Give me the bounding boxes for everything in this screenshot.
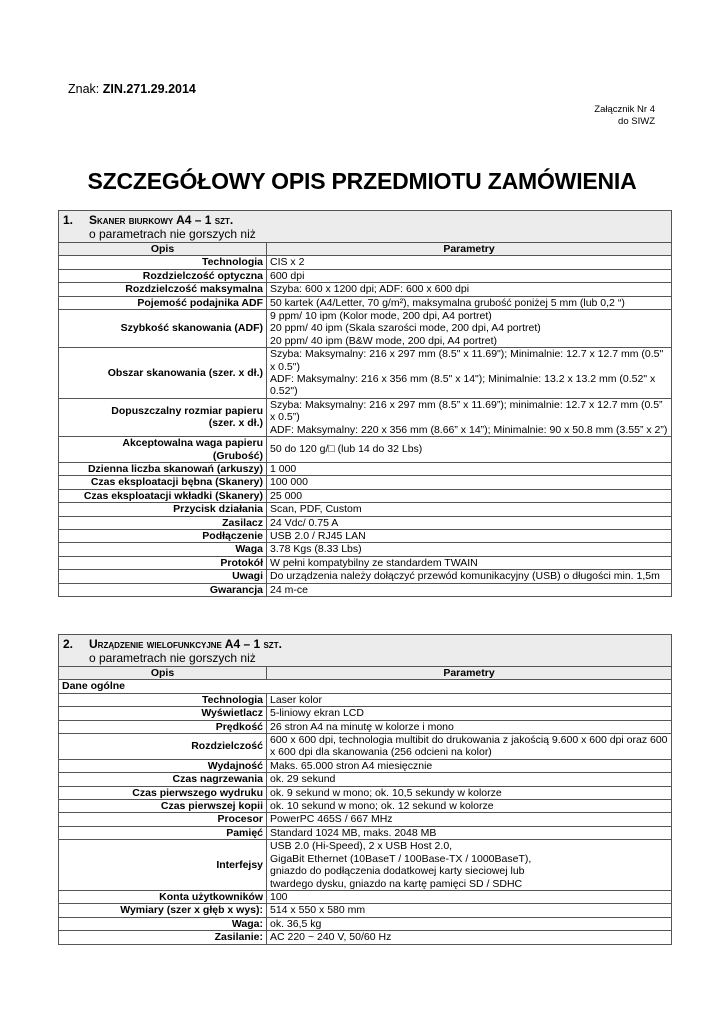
- row-value: Szyba: Maksymalny: 216 x 297 mm (8.5" x 11.69"); Minimalnie: 12.7 x 12.7 mm (0.5" x 0.5") ADF: Maksymalny: 216 x 356 mm (8.5" x 14"); Minimalnie: 13.2 x 13.2 mm (0.52" x 0.52"): [267, 348, 672, 399]
- table-row: [59, 529, 672, 542]
- column-header-row: [59, 243, 672, 256]
- scanner-spec-table: [58, 210, 672, 597]
- section-header: [59, 635, 672, 667]
- section-header-row: [59, 635, 672, 667]
- row-value: 514 x 550 x 580 mm: [267, 904, 672, 917]
- row-label: Wymiary (szer x głęb x wys):: [59, 904, 267, 917]
- row-value: USB 2.0 / RJ45 LAN: [267, 529, 672, 542]
- row-label: Podłączenie: [59, 529, 267, 542]
- row-label: Rozdzielczość maksymalna: [59, 283, 267, 296]
- mfp-spec-table: [58, 634, 672, 945]
- row-value: Laser kolor: [267, 693, 672, 706]
- row-label: Dzienna liczba skanowań (arkuszy): [59, 462, 267, 475]
- row-value: 100 000: [267, 476, 672, 489]
- table-row: [59, 734, 672, 760]
- section-subheading: o parametrach nie gorszych niż: [89, 227, 256, 241]
- table-row: [59, 786, 672, 799]
- row-value: 24 m-ce: [267, 583, 672, 596]
- row-label: Protokół: [59, 556, 267, 569]
- table-row: [59, 296, 672, 309]
- row-value: 9 ppm/ 10 ipm (Kolor mode, 200 dpi, A4 portret) 20 ppm/ 40 ipm (Skala szarości mode, 200 dpi, A4 portret) 20 ppm/ 40 ipm (B&W mode, 200 dpi, A4 portret): [267, 310, 672, 348]
- row-label: Technologia: [59, 693, 267, 706]
- table-row: [59, 476, 672, 489]
- section-heading: Skaner biurkowy A4 – 1 szt.: [89, 213, 234, 227]
- row-label: Gwarancja: [59, 583, 267, 596]
- row-value: 50 kartek (A4/Letter, 70 g/m²), maksymalna grubość poniżej 5 mm (lub 0,2 “): [267, 296, 672, 309]
- section-subheading: o parametrach nie gorszych niż: [89, 651, 256, 665]
- row-label: Obszar skanowania (szer. x dł.): [59, 348, 267, 399]
- section-header-row: [59, 211, 672, 243]
- table-row: [59, 310, 672, 348]
- table-row: [59, 489, 672, 502]
- row-value: 24 Vdc/ 0.75 A: [267, 516, 672, 529]
- section-heading: Urządzenie wielofunkcyjne A4 – 1 szt.: [89, 637, 282, 651]
- row-label: Zasilanie:: [59, 931, 267, 944]
- spec-rows: [59, 693, 672, 944]
- row-label: Przycisk działania: [59, 503, 267, 516]
- row-value: W pełni kompatybilny ze standardem TWAIN: [267, 556, 672, 569]
- row-label: Czas pierwszego wydruku: [59, 786, 267, 799]
- section-header: [59, 211, 672, 243]
- column-header-parametry: Parametry: [267, 243, 672, 256]
- table-row: [59, 462, 672, 475]
- table-row: [59, 840, 672, 891]
- row-value: 25 000: [267, 489, 672, 502]
- row-label: Czas nagrzewania: [59, 773, 267, 786]
- row-value: ok. 10 sekund w mono; ok. 12 sekund w kolorze: [267, 800, 672, 813]
- page-title: SZCZEGÓŁOWY OPIS PRZEDMIOTU ZAMÓWIENIA: [87, 168, 637, 194]
- row-value: USB 2.0 (Hi-Speed), 2 x USB Host 2.0, GigaBit Ethernet (10BaseT / 100Base-TX / 1000BaseT), gniazdo do podłączenia dodatkowej karty sieciowej lub twardego dysku, gniazdo na kartę pamięci SD / SDHC: [267, 840, 672, 891]
- row-value: Standard 1024 MB, maks. 2048 MB: [267, 826, 672, 839]
- row-label: Rozdzielczość optyczna: [59, 269, 267, 282]
- table-row: [59, 693, 672, 706]
- row-label: Rozdzielczość: [59, 734, 267, 760]
- row-label: Pamięć: [59, 826, 267, 839]
- table-row: [59, 826, 672, 839]
- table-row: [59, 759, 672, 772]
- table-row: [59, 917, 672, 930]
- row-label: Czas eksploatacji bębna (Skanery): [59, 476, 267, 489]
- row-value: Maks. 65.000 stron A4 miesięcznie: [267, 759, 672, 772]
- attachment-line-1: Załącznik Nr 4: [594, 104, 655, 115]
- row-label: Pojemość podajnika ADF: [59, 296, 267, 309]
- column-header-opis: Opis: [59, 667, 267, 680]
- row-value: ok. 36,5 kg: [267, 917, 672, 930]
- column-header-row: [59, 667, 672, 680]
- row-value: ok. 9 sekund w mono; ok. 10,5 sekundy w kolorze: [267, 786, 672, 799]
- row-value: 600 dpi: [267, 269, 672, 282]
- table-row: [59, 348, 672, 399]
- row-label: Dopuszczalny rozmiar papieru (szer. x dł.): [59, 398, 267, 436]
- row-value: 26 stron A4 na minutę w kolorze i mono: [267, 720, 672, 733]
- table-row: [59, 283, 672, 296]
- row-label: Prędkość: [59, 720, 267, 733]
- row-label: Wydajność: [59, 759, 267, 772]
- table-row: [59, 800, 672, 813]
- row-label: Szybkość skanowania (ADF): [59, 310, 267, 348]
- table-row: [59, 931, 672, 944]
- group-label: Dane ogólne: [59, 680, 672, 693]
- column-header-opis: Opis: [59, 243, 267, 256]
- row-label: Konta użytkowników: [59, 890, 267, 903]
- table-row: [59, 516, 672, 529]
- column-header-parametry: Parametry: [267, 667, 672, 680]
- row-label: Akceptowalna waga papieru (Grubość): [59, 437, 267, 463]
- row-label: Waga: [59, 543, 267, 556]
- table-row: [59, 398, 672, 436]
- row-value: 100: [267, 890, 672, 903]
- row-value: 3.78 Kgs (8.33 Lbs): [267, 543, 672, 556]
- row-label: Czas eksploatacji wkładki (Skanery): [59, 489, 267, 502]
- row-value: CIS x 2: [267, 256, 672, 269]
- reference-label: Znak:: [68, 82, 100, 96]
- section-number: 2.: [63, 637, 74, 651]
- table-row: [59, 583, 672, 596]
- row-value: 1 000: [267, 462, 672, 475]
- row-label: Interfejsy: [59, 840, 267, 891]
- table-row: [59, 269, 672, 282]
- row-label: Wyświetlacz: [59, 707, 267, 720]
- table-row: [59, 543, 672, 556]
- reference-value: ZIN.271.29.2014: [102, 82, 196, 96]
- row-label: Uwagi: [59, 570, 267, 583]
- spec-rows: [59, 256, 672, 597]
- group-row: [59, 680, 672, 693]
- attachment-line-2: do SIWZ: [618, 116, 655, 127]
- row-label: Zasilacz: [59, 516, 267, 529]
- row-value: PowerPC 465S / 667 MHz: [267, 813, 672, 826]
- table-row: [59, 556, 672, 569]
- reference-number: [68, 82, 196, 96]
- table-row: [59, 720, 672, 733]
- row-value: 5-liniowy ekran LCD: [267, 707, 672, 720]
- table-row: [59, 890, 672, 903]
- row-label: Procesor: [59, 813, 267, 826]
- row-value: AC 220 ~ 240 V, 50/60 Hz: [267, 931, 672, 944]
- row-label: Czas pierwszej kopii: [59, 800, 267, 813]
- table-row: [59, 707, 672, 720]
- table-row: [59, 570, 672, 583]
- row-value: ok. 29 sekund: [267, 773, 672, 786]
- row-value: Szyba: Maksymalny: 216 x 297 mm (8.5” x 11.69”); minimalnie: 12.7 x 12.7 mm (0.5” x 0.5”) ADF: Maksymalny: 220 x 356 mm (8.66” x 14”); Minimalnie: 90 x 50.8 mm (3.55” x 2”): [267, 398, 672, 436]
- table-row: [59, 773, 672, 786]
- row-value: Scan, PDF, Custom: [267, 503, 672, 516]
- row-value: Do urządzenia należy dołączyć przewód komunikacyjny (USB) o długości min. 1,5m: [267, 570, 672, 583]
- table-row: [59, 503, 672, 516]
- section-number: 1.: [63, 213, 74, 227]
- table-row: [59, 904, 672, 917]
- row-label: Technologia: [59, 256, 267, 269]
- table-row: [59, 437, 672, 463]
- attachment-note: [594, 104, 655, 128]
- row-label: Waga:: [59, 917, 267, 930]
- row-value: 50 do 120 g/□ (lub 14 do 32 Lbs): [267, 437, 672, 463]
- row-value: Szyba: 600 x 1200 dpi; ADF: 600 x 600 dpi: [267, 283, 672, 296]
- row-value: 600 x 600 dpi, technologia multibit do drukowania z jakością 9.600 x 600 dpi oraz 600 x 600 dpi dla skanowania (256 odcieni na kolor): [267, 734, 672, 760]
- table-row: [59, 813, 672, 826]
- table-row: [59, 256, 672, 269]
